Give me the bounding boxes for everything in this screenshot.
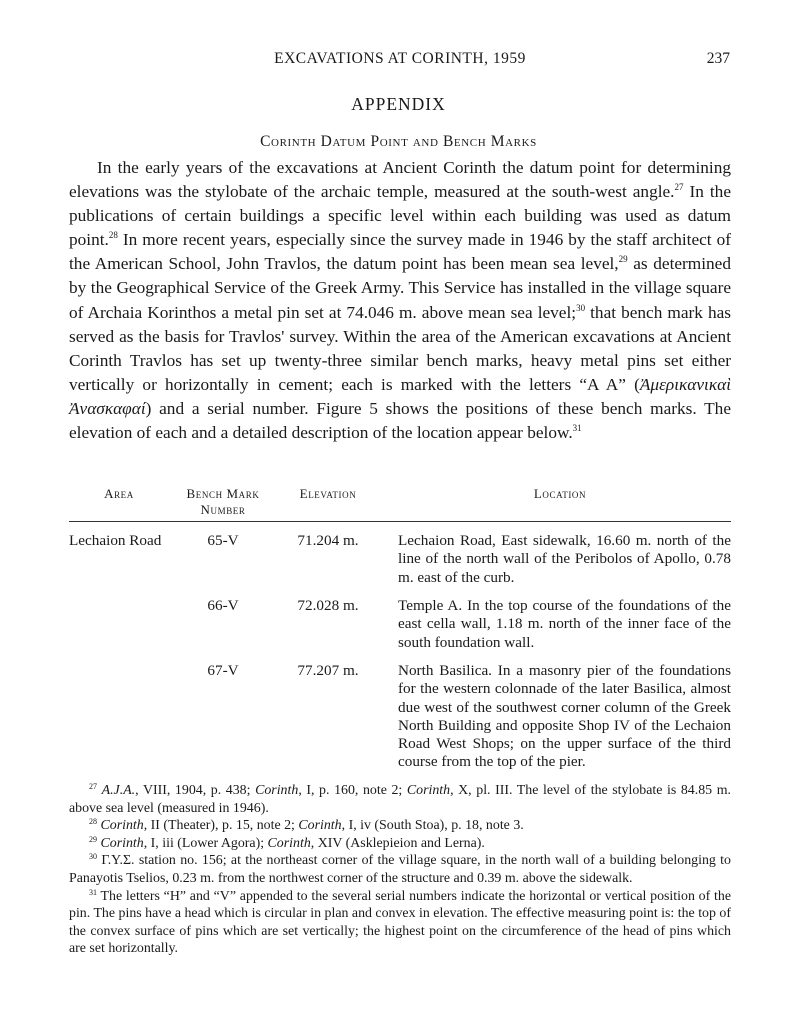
table-cell-location: Lechaion Road, East sidewalk, 16.60 m. north of the line of the north wall of the Peribolos of Apollo, 0.78 m. east of the curb. [398, 532, 731, 586]
footnote-citation: Corinth [406, 783, 451, 798]
footnote-citation: Corinth [298, 818, 342, 834]
footnote-ref: 27 [674, 182, 684, 193]
footnote-text: The letters “H” and “V” appended to the several serial numbers indicate the horizontal or vertical position of the pin. The pins have a head which is circular in plan and convex in elevation. The effective measuring point is: the top of the convex surface of pins which are set vertically; the highest point on the circumference of the head of pins which are set horizontally. [69, 888, 731, 957]
table-cell-area: Lechaion Road [69, 532, 162, 549]
footnote-30 [69, 852, 731, 887]
footnote-text: , I, p. 160, note 2; [298, 783, 407, 798]
footnote-text: Γ.Υ.Σ. station no. 156; at the northeast corner of the village square, in the north wall of a building belonging to Panayotis Tselios, 0.23 m. from the northwest corner of the structure and 0.39 m. above the sidewalk. [69, 853, 731, 886]
column-header-area: Area [104, 486, 134, 501]
footnote-citation: A.J.A. [101, 783, 136, 798]
footnote-27 [69, 782, 731, 817]
footnote-text: , X, pl. III. The level of the stylobate is 84.85 m. above sea level (measured in 1946). [69, 783, 731, 816]
table-cell-elevation: 77.207 m. [297, 662, 359, 679]
footnote-citation: Corinth [100, 835, 144, 851]
table-cell-bench-mark: 66-V [207, 597, 239, 614]
footnote-text: , VIII, 1904, p. 438; [135, 783, 256, 798]
footnote-number: 29 [89, 834, 97, 844]
footnote-31 [69, 888, 731, 958]
body-text: as determined by the Geographical Service of the Greek Army. This Service has installed in the village square of Archaia Korinthos a metal pin set at 74.046 m. above mean sea level; [69, 254, 731, 322]
body-paragraph [69, 156, 731, 445]
table-cell-bench-mark: 65-V [207, 532, 239, 549]
footnote-number: 30 [89, 852, 97, 862]
body-text: In more recent years, especially since the survey made in 1946 by the staff architect of the American School, John Travlos, the datum point has been mean sea level, [69, 230, 731, 274]
footnote-text: , I, iii (Lower Agora); [143, 835, 268, 851]
body-text: In the publications of certain buildings a specific level within each building was used as datum point. [69, 182, 731, 250]
table-cell-elevation: 71.204 m. [297, 532, 359, 549]
footnote-ref: 30 [576, 302, 586, 313]
section-title: Corinth Datum Point and Bench Marks [260, 133, 537, 150]
footnote-text: , II (Theater), p. 15, note 2; [143, 818, 299, 834]
body-text: ) and a serial number. Figure 5 shows the positions of these bench marks. The elevation of each and a detailed description of the location appear below. [69, 398, 731, 443]
footnote-28 [69, 817, 731, 835]
footnote-number: 31 [89, 887, 97, 897]
footnote-citation: Corinth [267, 835, 311, 851]
column-header-elevation: Elevation [299, 486, 357, 501]
column-header-location: Location [533, 486, 587, 501]
appendix-title: APPENDIX [351, 94, 446, 114]
footnote-citation: Corinth [100, 818, 144, 834]
table-cell-bench-mark: 67-V [207, 662, 239, 679]
footnote-ref: 28 [108, 230, 118, 241]
body-text: that bench mark has served as the basis for Travlos' survey. Within the area of the American excavations at Ancient Corinth Travlos has set up twenty-three similar bench marks, heavy metal pins set either vertically or horizontally in cement; each is marked with the letters “A A” ( [69, 302, 731, 394]
table-cell-location: North Basilica. In a masonry pier of the foundations for the western colonnade of the later Basilica, almost due west of the southwest corner column of the Greek North Building and opposite Shop IV of the Lechaion Road West Shops; on the upper surface of the third course from the top of the pier. [398, 662, 731, 771]
footnote-number: 27 [89, 782, 97, 791]
running-title: EXCAVATIONS AT CORINTH, 1959 [274, 50, 526, 67]
table-cell-location: Temple A. In the top course of the foundations of the east cella wall, 1.18 m. north of the inner face of the south foundation wall. [398, 597, 731, 651]
footnote-citation: Corinth [255, 783, 299, 798]
table-cell-elevation: 72.028 m. [297, 597, 359, 614]
greek-phrase: Ἀμερικανικαὶ Ἀνασκαφαί [69, 374, 731, 418]
body-text: In the early years of the excavations at Ancient Corinth the datum point for determining elevations was the stylobate of the archaic temple, measured at the south-west angle. [69, 158, 731, 202]
page-number: 237 [706, 50, 730, 67]
footnotes [69, 782, 731, 958]
header-rule [69, 521, 731, 522]
footnote-text: , I, iv (South Stoa), p. 18, note 3. [341, 818, 524, 834]
footnote-ref: 31 [572, 423, 582, 434]
column-header-bench-mark: Bench Mark Number [186, 486, 260, 517]
footnote-text: , XIV (Asklepieion and Lerna). [310, 835, 485, 851]
footnote-29 [69, 835, 731, 853]
footnote-number: 28 [89, 817, 97, 827]
footnote-ref: 29 [618, 254, 628, 265]
running-head [70, 50, 730, 72]
